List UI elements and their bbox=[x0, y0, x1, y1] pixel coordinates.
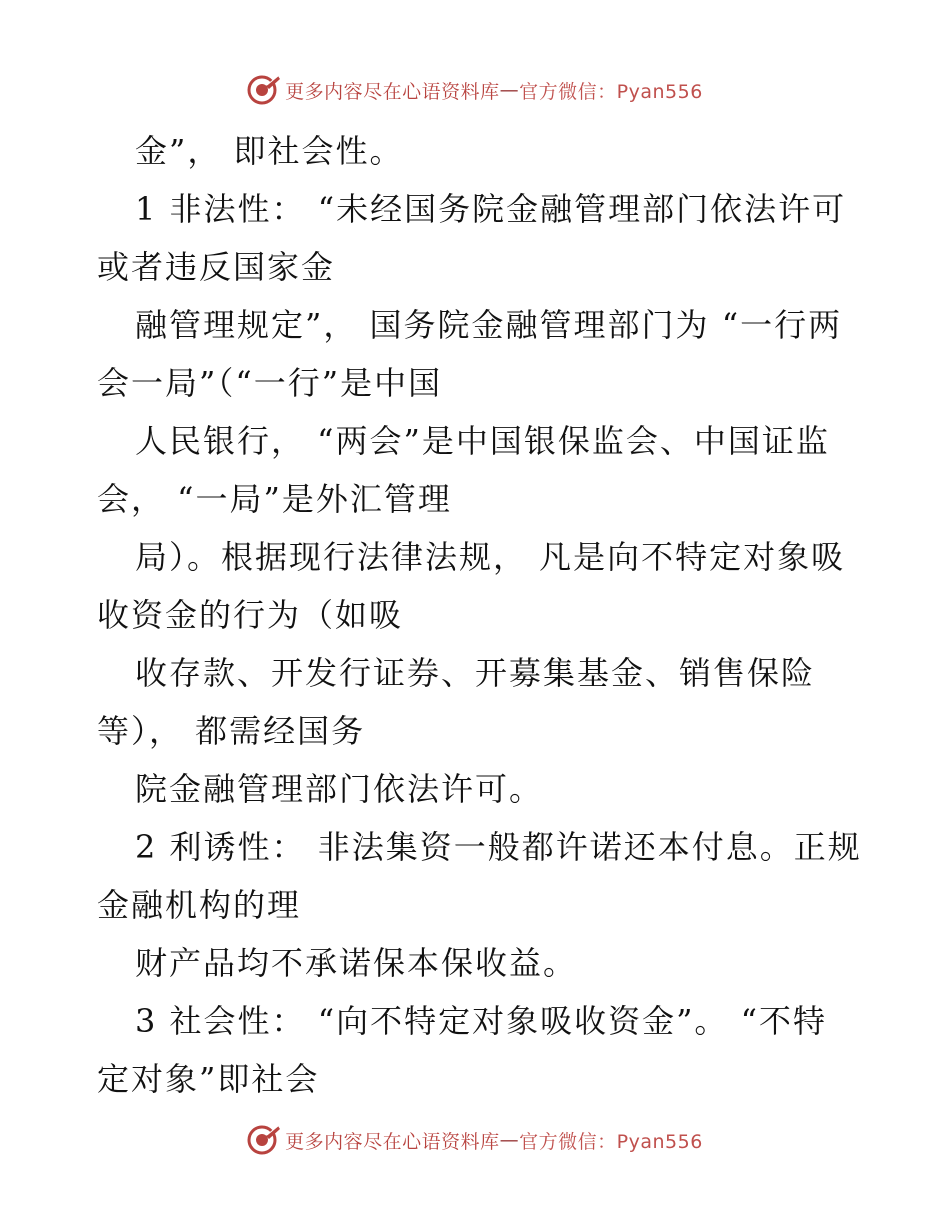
body-line: 或者违反国家金 bbox=[97, 248, 336, 286]
header-brand-text: 更多内容尽在心语资料库 bbox=[285, 80, 500, 103]
footer-separator: — bbox=[499, 1129, 520, 1151]
pen-logo-icon bbox=[247, 73, 281, 107]
body-line: 收资金的行为（如吸 bbox=[97, 596, 404, 634]
body-line: 3 社会性： “向不特定对象吸收资金”。 “不特 bbox=[135, 1002, 827, 1040]
body-line: 金融机构的理 bbox=[97, 886, 302, 924]
body-line: 融管理规定”， 国务院金融管理部门为 “一行两 bbox=[135, 306, 843, 344]
body-line: 财产品均不承诺保本保收益。 bbox=[135, 944, 578, 982]
header-wechat-text: 官方微信：Pyan556 bbox=[519, 80, 703, 103]
body-line: 金”， 即社会性。 bbox=[135, 132, 404, 170]
body-line: 定对象”即社会 bbox=[97, 1060, 320, 1098]
body-line: 1 非法性： “未经国务院金融管理部门依法许可 bbox=[135, 190, 847, 228]
header-watermark-banner bbox=[0, 70, 950, 110]
footer-wechat-text: 官方微信：Pyan556 bbox=[519, 1130, 703, 1153]
body-line: 人民银行， “两会”是中国银保监会、中国证监 bbox=[135, 422, 830, 460]
body-line: 会， “一局”是外汇管理 bbox=[97, 480, 452, 518]
footer-brand-text: 更多内容尽在心语资料库 bbox=[285, 1130, 500, 1153]
pen-logo-icon bbox=[247, 1123, 281, 1157]
document-body bbox=[97, 122, 867, 1108]
body-line: 会一局”（“一行”是中国 bbox=[97, 364, 443, 402]
body-line: 等）， 都需经国务 bbox=[97, 712, 366, 750]
body-line: 收存款、开发行证券、开募集基金、销售保险 bbox=[135, 654, 816, 692]
body-line: 局）。根据现行法律法规， 凡是向不特定对象吸 bbox=[135, 538, 846, 576]
header-separator: — bbox=[499, 79, 520, 101]
body-line: 院金融管理部门依法许可。 bbox=[135, 770, 544, 808]
body-line: 2 利诱性： 非法集资一般都许诺还本付息。正规 bbox=[135, 828, 862, 866]
footer-watermark-banner bbox=[0, 1120, 950, 1160]
